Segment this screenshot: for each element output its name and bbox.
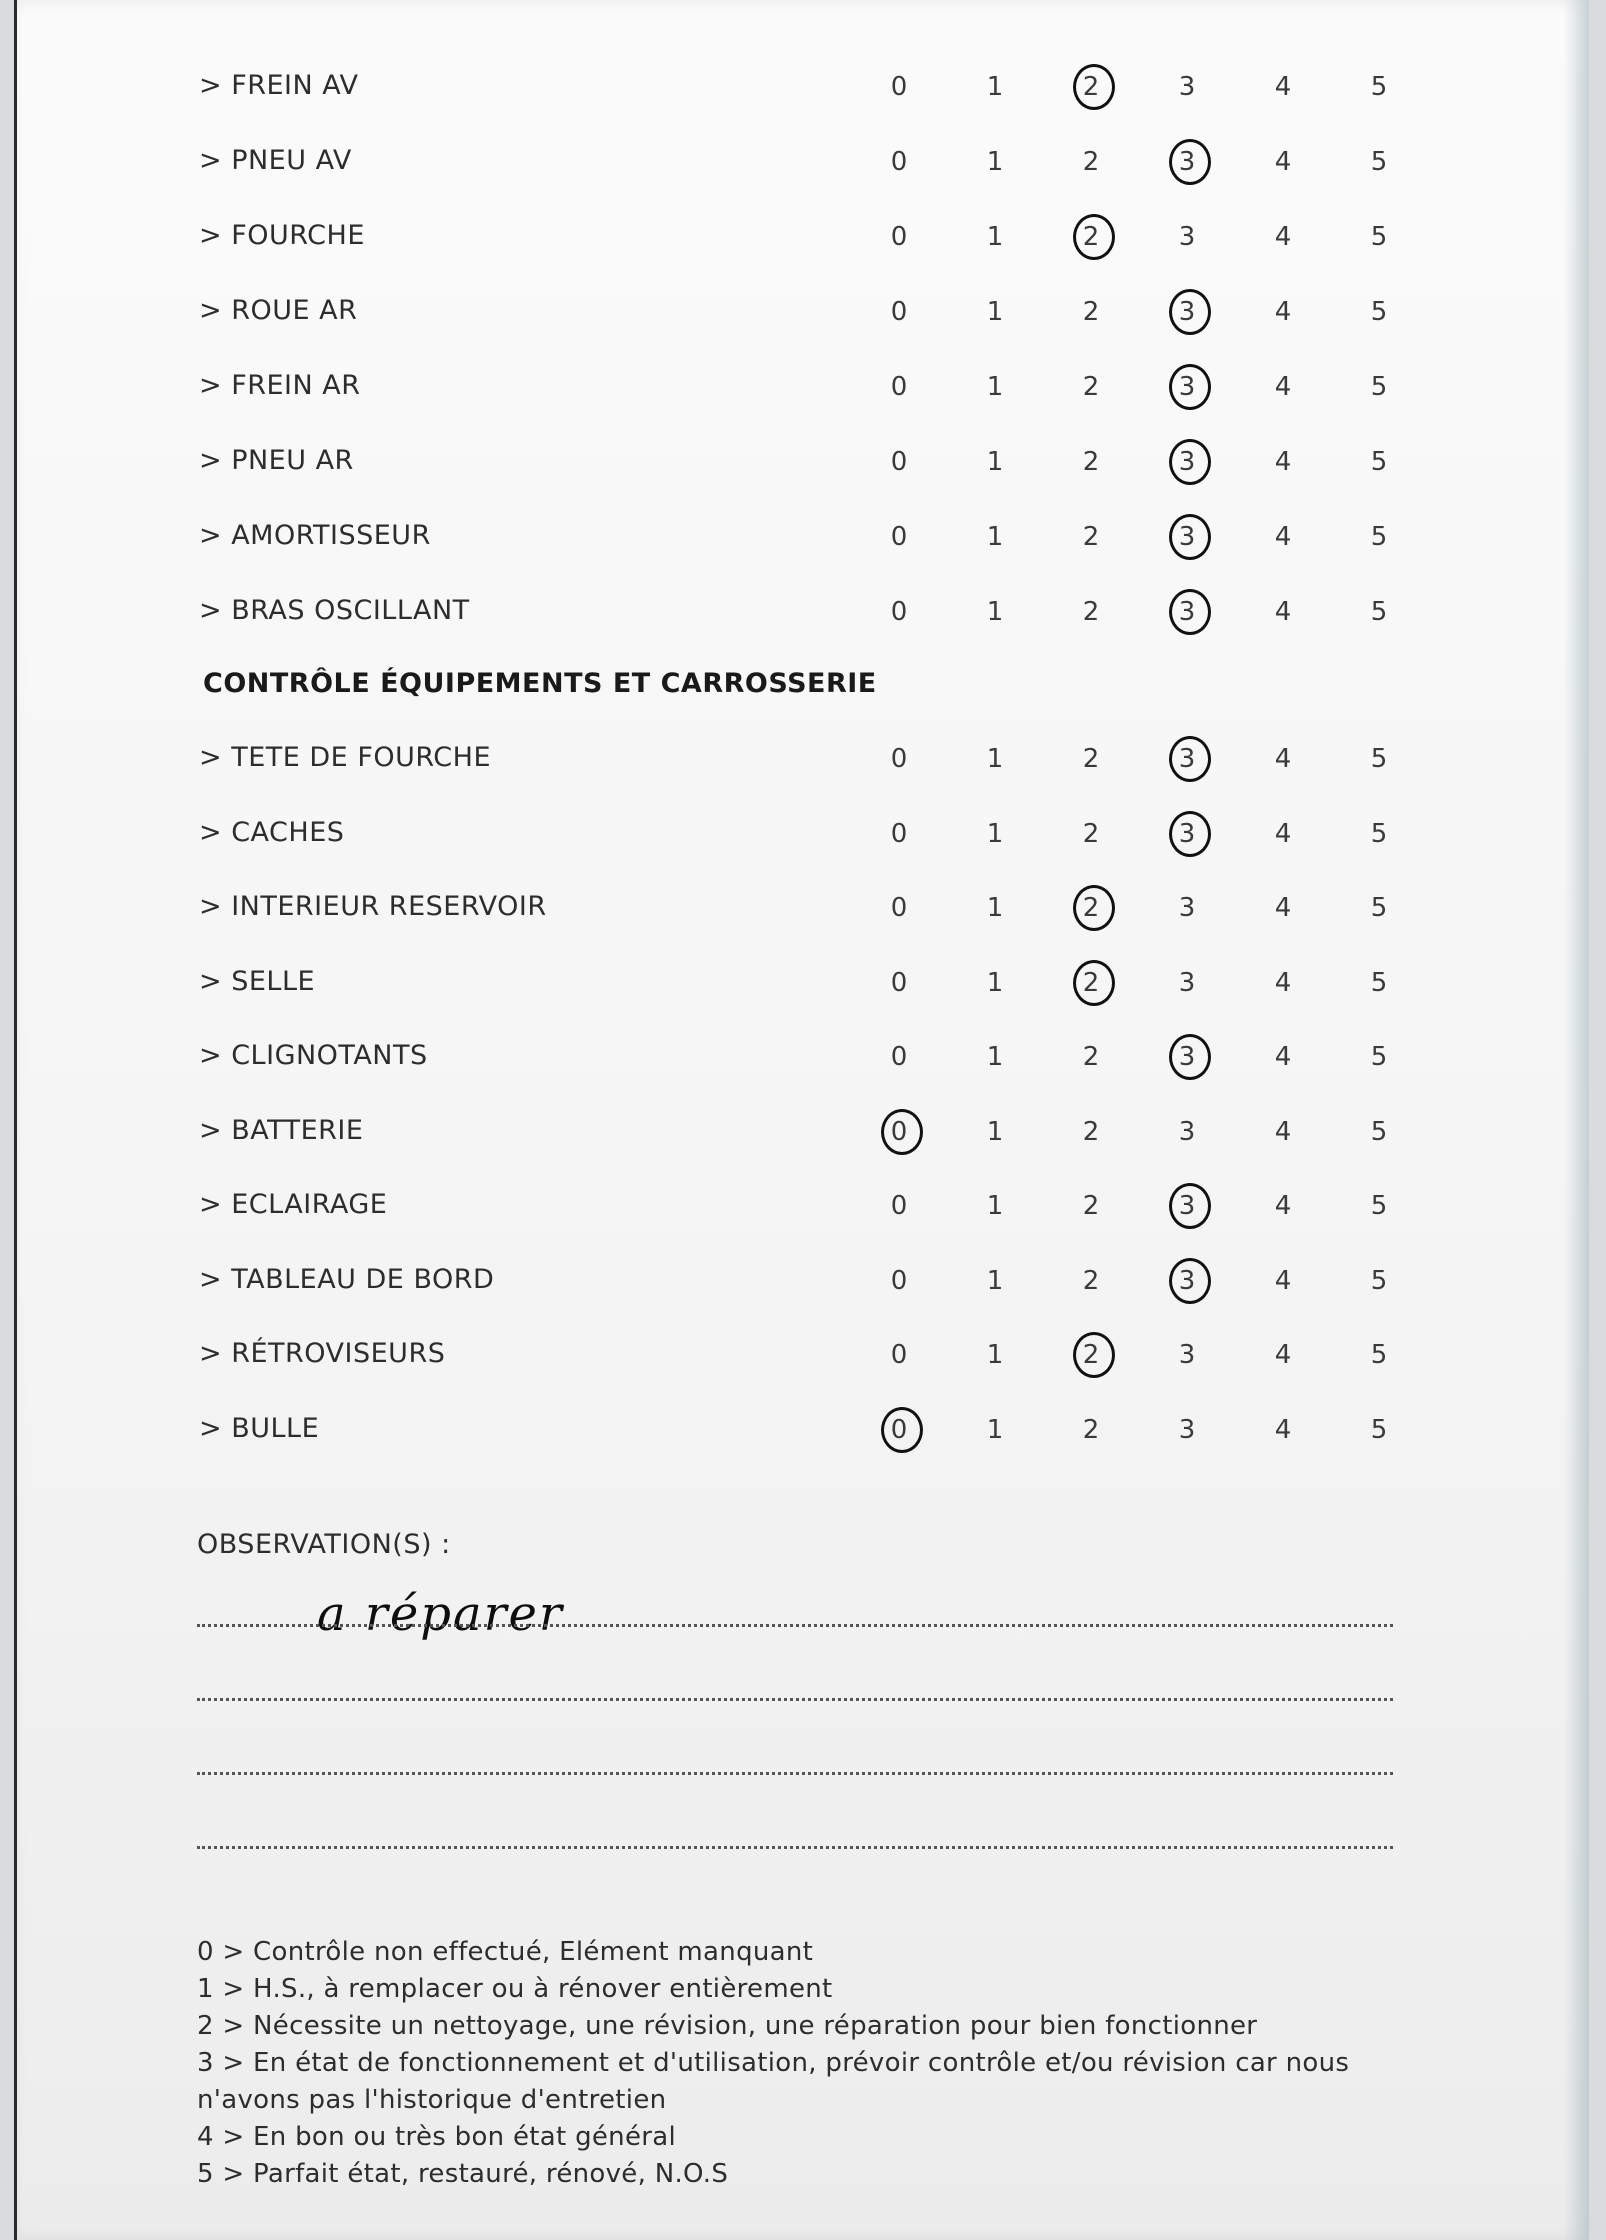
observation-line — [197, 1772, 1393, 1775]
rating-row — [17, 1252, 1589, 1312]
score-option[interactable]: 1 — [986, 744, 1004, 774]
row-label: > BULLE — [199, 1412, 320, 1444]
score-option[interactable]: 5 — [1370, 147, 1388, 177]
row-label: > FREIN AV — [199, 70, 359, 101]
score-option[interactable]: 4 — [1274, 522, 1292, 552]
legend-item: 5 > Parfait état, restauré, rénové, N.O.S — [197, 2159, 729, 2189]
score-option[interactable]: 4 — [1274, 893, 1292, 923]
score-option[interactable]: 5 — [1370, 744, 1388, 774]
score-option[interactable]: 0 — [890, 72, 908, 102]
score-option[interactable]: 1 — [986, 597, 1004, 627]
score-option[interactable]: 5 — [1370, 1414, 1388, 1445]
score-option[interactable]: 0 — [890, 967, 908, 998]
score-option[interactable]: 1 — [986, 1265, 1004, 1296]
row-label: > ROUE AR — [199, 295, 358, 326]
score-option[interactable]: 1 — [986, 1191, 1004, 1221]
score-option[interactable]: 2 — [1082, 1414, 1100, 1445]
score-option[interactable]: 2 — [1082, 1042, 1100, 1072]
row-label: > ECLAIRAGE — [199, 1189, 388, 1220]
score-option[interactable]: 5 — [1370, 372, 1388, 402]
score-option[interactable]: 1 — [986, 1116, 1004, 1147]
legend-item: 3 > En état de fonctionnement et d'utilisation, prévoir contrôle et/ou révision car nous n'avons pas l'historique d'entretien — [197, 2048, 1350, 2115]
score-option[interactable]: 0 — [890, 372, 908, 402]
rating-row — [17, 1103, 1589, 1163]
score-option-selected[interactable]: 2 — [1071, 72, 1111, 102]
score-option[interactable]: 4 — [1274, 1191, 1292, 1221]
score-option[interactable]: 0 — [890, 297, 908, 327]
rating-row — [17, 730, 1589, 790]
score-option[interactable]: 0 — [890, 1042, 908, 1072]
score-option[interactable]: 2 — [1082, 1116, 1100, 1147]
score-option[interactable]: 2 — [1082, 297, 1100, 327]
score-option-selected[interactable]: 0 — [879, 1415, 919, 1445]
rating-row — [17, 1326, 1589, 1386]
row-label: > CLIGNOTANTS — [199, 1040, 428, 1071]
score-option[interactable]: 5 — [1370, 522, 1388, 552]
rating-row — [17, 358, 1589, 418]
score-option-selected[interactable]: 2 — [1071, 1340, 1111, 1370]
score-option[interactable]: 0 — [890, 447, 908, 477]
score-option[interactable]: 3 — [1178, 72, 1196, 102]
rating-row — [17, 133, 1589, 193]
score-option[interactable]: 0 — [890, 1265, 908, 1296]
score-option[interactable]: 1 — [986, 967, 1004, 998]
row-label: > TETE DE FOURCHE — [199, 742, 491, 773]
score-option[interactable]: 1 — [986, 893, 1004, 923]
row-label: > PNEU AR — [199, 445, 354, 476]
score-option[interactable]: 1 — [986, 522, 1004, 552]
score-option[interactable]: 4 — [1274, 147, 1292, 177]
score-option[interactable]: 1 — [986, 222, 1004, 252]
row-label: > RÉTROVISEURS — [199, 1338, 446, 1369]
rating-row — [17, 583, 1589, 643]
score-option[interactable]: 0 — [890, 1191, 908, 1221]
score-option-selected[interactable]: 3 — [1167, 1266, 1207, 1296]
score-option[interactable]: 3 — [1178, 967, 1196, 998]
score-option[interactable]: 0 — [890, 744, 908, 774]
score-option[interactable]: 5 — [1370, 1042, 1388, 1072]
score-option[interactable]: 2 — [1082, 447, 1100, 477]
score-option-selected[interactable]: 2 — [1071, 222, 1111, 252]
score-option-selected[interactable]: 2 — [1071, 893, 1111, 923]
score-option[interactable]: 1 — [986, 372, 1004, 402]
observation-line — [197, 1698, 1393, 1701]
score-option[interactable]: 0 — [890, 147, 908, 177]
rating-row — [17, 1177, 1589, 1237]
score-option[interactable]: 2 — [1082, 147, 1100, 177]
legend-item: 1 > H.S., à remplacer ou à rénover entièrement — [197, 1974, 833, 2004]
rating-legend — [197, 1934, 1397, 2193]
score-option[interactable]: 3 — [1178, 1414, 1196, 1445]
rating-row — [17, 283, 1589, 343]
score-option-selected[interactable]: 3 — [1167, 372, 1207, 402]
score-option[interactable]: 5 — [1370, 297, 1388, 327]
observations-title: OBSERVATION(S) : — [197, 1529, 451, 1560]
score-option[interactable]: 2 — [1082, 744, 1100, 774]
observation-line — [197, 1846, 1393, 1849]
observation-line — [197, 1624, 1393, 1627]
legend-item: 2 > Nécessite un nettoyage, une révision, une réparation pour bien fonctionner — [197, 2011, 1258, 2041]
legend-item: 0 > Contrôle non effectué, Elément manquant — [197, 1937, 814, 1967]
score-option[interactable]: 1 — [986, 818, 1004, 849]
score-option[interactable]: 4 — [1274, 447, 1292, 477]
score-option[interactable]: 1 — [986, 72, 1004, 102]
score-option[interactable]: 4 — [1274, 1340, 1292, 1370]
row-label: > FOURCHE — [199, 220, 365, 251]
score-option[interactable]: 0 — [890, 818, 908, 849]
score-option-selected[interactable]: 2 — [1071, 968, 1111, 998]
score-option[interactable]: 5 — [1370, 967, 1388, 998]
score-option-selected[interactable]: 3 — [1167, 1042, 1207, 1072]
score-option[interactable]: 5 — [1370, 1265, 1388, 1296]
score-option[interactable]: 4 — [1274, 744, 1292, 774]
score-option-selected[interactable]: 3 — [1167, 1191, 1207, 1221]
rating-row — [17, 954, 1589, 1014]
score-option[interactable]: 5 — [1370, 893, 1388, 923]
rating-row — [17, 508, 1589, 568]
score-option[interactable]: 3 — [1178, 222, 1196, 252]
rating-row — [17, 879, 1589, 939]
score-option[interactable]: 4 — [1274, 1265, 1292, 1296]
score-option[interactable]: 2 — [1082, 1265, 1100, 1296]
legend-item: 4 > En bon ou très bon état général — [197, 2122, 677, 2152]
score-option[interactable]: 4 — [1274, 818, 1292, 849]
score-option[interactable]: 4 — [1274, 597, 1292, 627]
score-option[interactable]: 4 — [1274, 1116, 1292, 1147]
row-label: > BATTERIE — [199, 1114, 364, 1146]
score-option[interactable]: 3 — [1178, 1116, 1196, 1147]
row-label: > SELLE — [199, 965, 316, 997]
score-option[interactable]: 5 — [1370, 222, 1388, 252]
row-label: > FREIN AR — [199, 370, 361, 401]
score-option[interactable]: 4 — [1274, 1042, 1292, 1072]
score-option[interactable]: 3 — [1178, 1340, 1196, 1370]
score-option[interactable]: 0 — [890, 597, 908, 627]
score-option[interactable]: 4 — [1274, 72, 1292, 102]
row-label: > TABLEAU DE BORD — [199, 1263, 495, 1295]
score-option[interactable]: 5 — [1370, 1191, 1388, 1221]
score-option[interactable]: 4 — [1274, 967, 1292, 998]
rating-row — [17, 805, 1589, 865]
score-option[interactable]: 2 — [1082, 1191, 1100, 1221]
score-option-selected[interactable]: 0 — [879, 1117, 919, 1147]
score-option[interactable]: 2 — [1082, 522, 1100, 552]
observations-handwritten-note: a réparer — [317, 1586, 564, 1642]
row-label: > AMORTISSEUR — [199, 520, 431, 551]
score-option[interactable]: 4 — [1274, 372, 1292, 402]
score-option-selected[interactable]: 3 — [1167, 147, 1207, 177]
rating-row — [17, 1401, 1589, 1461]
score-option[interactable]: 1 — [986, 297, 1004, 327]
score-option-selected[interactable]: 3 — [1167, 522, 1207, 552]
score-option[interactable]: 4 — [1274, 297, 1292, 327]
score-option-selected[interactable]: 3 — [1167, 447, 1207, 477]
score-option[interactable]: 0 — [890, 893, 908, 923]
rating-row — [17, 208, 1589, 268]
row-label: > PNEU AV — [199, 145, 352, 176]
inspection-sheet — [14, 0, 1589, 2240]
score-option[interactable]: 5 — [1370, 597, 1388, 627]
score-option-selected[interactable]: 3 — [1167, 597, 1207, 627]
score-option[interactable]: 4 — [1274, 1414, 1292, 1445]
score-option[interactable]: 5 — [1370, 447, 1388, 477]
score-option[interactable]: 1 — [986, 447, 1004, 477]
score-option[interactable]: 0 — [890, 222, 908, 252]
score-option[interactable]: 1 — [986, 1042, 1004, 1072]
score-option[interactable]: 5 — [1370, 818, 1388, 849]
score-option[interactable]: 2 — [1082, 372, 1100, 402]
rating-row — [17, 1028, 1589, 1088]
score-option[interactable]: 1 — [986, 1414, 1004, 1445]
score-option[interactable]: 3 — [1178, 893, 1196, 923]
score-option[interactable]: 0 — [890, 522, 908, 552]
row-label: > INTERIEUR RESERVOIR — [199, 891, 547, 922]
score-option[interactable]: 2 — [1082, 818, 1100, 849]
score-option-selected[interactable]: 3 — [1167, 297, 1207, 327]
score-option-selected[interactable]: 3 — [1167, 744, 1207, 774]
score-option[interactable]: 2 — [1082, 597, 1100, 627]
score-option[interactable]: 0 — [890, 1340, 908, 1370]
score-option[interactable]: 4 — [1274, 222, 1292, 252]
score-option[interactable]: 5 — [1370, 72, 1388, 102]
row-label: > BRAS OSCILLANT — [199, 595, 470, 626]
score-option[interactable]: 5 — [1370, 1340, 1388, 1370]
score-option[interactable]: 1 — [986, 1340, 1004, 1370]
rating-row — [17, 433, 1589, 493]
section-title: CONTRÔLE ÉQUIPEMENTS ET CARROSSERIE — [203, 668, 877, 699]
score-option-selected[interactable]: 3 — [1167, 819, 1207, 849]
score-option[interactable]: 5 — [1370, 1116, 1388, 1147]
score-option[interactable]: 1 — [986, 147, 1004, 177]
rating-row — [17, 58, 1589, 118]
row-label: > CACHES — [199, 816, 345, 848]
